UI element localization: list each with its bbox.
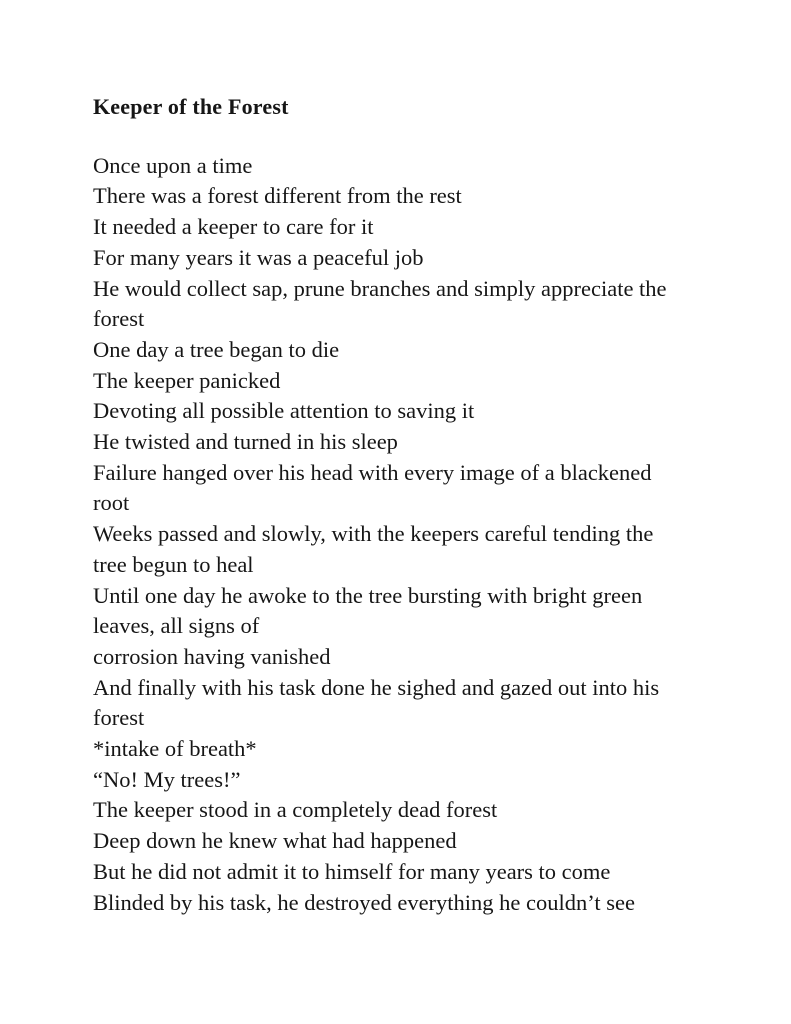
document-title: Keeper of the Forest xyxy=(93,94,289,119)
poem-line: He would collect sap, prune branches and simply appreciate the xyxy=(93,275,667,301)
poem-line: The keeper stood in a completely dead forest xyxy=(93,797,498,823)
poem-line: But he did not admit it to himself for many years to come xyxy=(93,858,611,884)
poem-line: corrosion having vanished xyxy=(93,643,331,669)
poem-line: root xyxy=(93,490,130,516)
poem-line: He twisted and turned in his sleep xyxy=(93,429,398,455)
poem-line: And finally with his task done he sighed and gazed out into his xyxy=(93,674,660,700)
poem-line: leaves, all signs of xyxy=(93,613,260,639)
poem-line: “No! My trees!” xyxy=(93,766,241,792)
poem-line: tree begun to heal xyxy=(93,551,254,577)
poem-line: It needed a keeper to care for it xyxy=(93,214,374,240)
poem-line: The keeper panicked xyxy=(93,367,281,393)
poem-line: *intake of breath* xyxy=(93,736,257,762)
poem-body xyxy=(93,151,701,919)
poem-line: forest xyxy=(93,306,145,332)
poem-line: Devoting all possible attention to saving it xyxy=(93,398,475,424)
poem-line: forest xyxy=(93,705,145,731)
poem-line: Deep down he knew what had happened xyxy=(93,828,457,854)
poem-line: For many years it was a peaceful job xyxy=(93,244,424,270)
poem-line: Once upon a time xyxy=(93,152,253,178)
poem-line: There was a forest different from the rest xyxy=(93,183,462,209)
poem-line: Blinded by his task, he destroyed everything he couldn’t see xyxy=(93,889,635,915)
poem-line: Failure hanged over his head with every image of a blackened xyxy=(93,459,652,485)
poem-line: Weeks passed and slowly, with the keepers careful tending the xyxy=(93,521,654,547)
poem-line: One day a tree began to die xyxy=(93,336,340,362)
poem-line: Until one day he awoke to the tree bursting with bright green xyxy=(93,582,643,608)
